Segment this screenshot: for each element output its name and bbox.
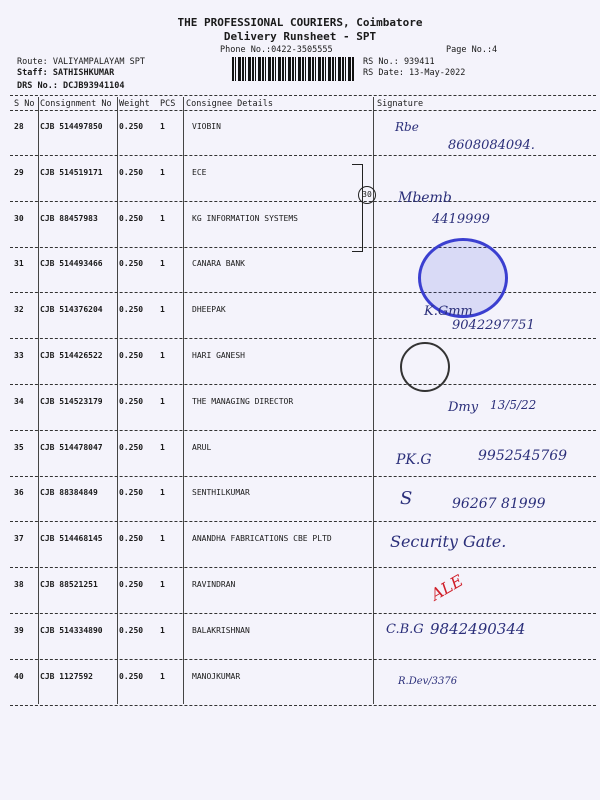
cell-consignee: ECE xyxy=(192,167,207,177)
row-divider xyxy=(10,338,596,339)
rs-number: RS No.: 939411 xyxy=(363,57,435,67)
route: Route: VALIYAMPALAYAM SPT xyxy=(17,57,145,67)
cell-pcs: 1 xyxy=(160,351,165,360)
cell-sno: 28 xyxy=(14,122,24,131)
page-number: Page No.:4 xyxy=(446,45,498,55)
cell-weight: 0.250 xyxy=(119,167,144,177)
cell-consignment: CJB 514523179 xyxy=(40,396,103,406)
cell-consignment: CJB 88457983 xyxy=(40,213,98,223)
cell-pcs: 1 xyxy=(160,442,165,452)
cell-pcs: 1 xyxy=(160,305,165,315)
col-header-sno: S No xyxy=(14,99,35,109)
staff: Staff: SATHISHKUMAR xyxy=(17,68,115,78)
cell-weight: 0.250 xyxy=(119,625,144,635)
cell-sno: 31 xyxy=(14,259,24,269)
cell-sno: 32 xyxy=(14,305,24,315)
rs-date: RS Date: 13-May-2022 xyxy=(363,68,466,78)
cell-consignee: ARUL xyxy=(192,442,212,452)
cell-consignment: CJB 514426522 xyxy=(40,351,103,360)
row-divider xyxy=(10,247,596,248)
handwritten-note: R.Dev/3376 xyxy=(398,676,458,687)
row-divider xyxy=(10,659,596,660)
cell-sno: 29 xyxy=(14,167,24,177)
header-divider xyxy=(10,110,596,111)
cell-pcs: 1 xyxy=(160,671,165,681)
col-header-consignment: Consignment No xyxy=(40,99,112,109)
row-divider xyxy=(10,521,596,522)
cell-weight: 0.250 xyxy=(119,442,144,452)
cell-consignee: DHEEPAK xyxy=(192,305,226,315)
cell-sno: 36 xyxy=(14,488,24,498)
cell-sno: 39 xyxy=(14,625,24,635)
table-top-divider xyxy=(10,95,596,96)
row-divider xyxy=(10,155,596,156)
cell-weight: 0.250 xyxy=(119,259,144,269)
handwritten-date: 13/5/22 xyxy=(490,398,537,412)
signature-scribble: S xyxy=(400,488,413,509)
signature-scribble: K.Gmm xyxy=(424,304,473,319)
cell-consignee: ANANDHA FABRICATIONS CBE PLTD xyxy=(192,534,332,544)
cell-pcs: 1 xyxy=(160,580,165,589)
handwritten-phone: 9952545769 xyxy=(478,448,568,464)
col-header-signature: Signature xyxy=(377,99,424,109)
cell-sno: 30 xyxy=(14,213,24,223)
cell-weight: 0.250 xyxy=(119,396,144,406)
cell-pcs: 1 xyxy=(160,396,165,406)
cell-sno: 33 xyxy=(14,351,24,360)
handwritten-phone: 96267 81999 xyxy=(452,496,546,512)
row-divider xyxy=(10,292,596,293)
cell-consignee: HARI GANESH xyxy=(192,351,245,360)
row-divider xyxy=(10,201,596,202)
cell-consignment: CJB 514519171 xyxy=(40,167,103,177)
row-divider xyxy=(10,567,596,568)
cell-consignee: BALAKRISHNAN xyxy=(192,625,250,635)
row-divider xyxy=(10,613,596,614)
cell-weight: 0.250 xyxy=(119,580,144,589)
cell-pcs: 1 xyxy=(160,259,165,269)
cell-consignee: THE MANAGING DIRECTOR xyxy=(192,396,294,406)
cell-weight: 0.250 xyxy=(119,534,144,544)
handwritten-phone: 9042297751 xyxy=(452,318,535,333)
cell-sno: 37 xyxy=(14,534,24,544)
cell-consignee: MANOJKUMAR xyxy=(192,671,241,681)
cell-consignment: CJB 514493466 xyxy=(40,259,103,269)
signature-scribble: C.B.G xyxy=(386,622,424,637)
row-divider xyxy=(10,384,596,385)
cell-weight: 0.250 xyxy=(119,122,144,131)
cell-consignment: CJB 1127592 xyxy=(40,671,93,681)
barcode xyxy=(232,57,354,81)
signature-scribble: PK.G xyxy=(396,452,432,468)
cell-weight: 0.250 xyxy=(119,351,144,360)
cell-consignment: CJB 88384849 xyxy=(40,488,98,498)
cell-weight: 0.250 xyxy=(119,488,144,498)
cell-sno: 38 xyxy=(14,580,24,589)
signature-scribble: Rbe xyxy=(395,120,419,134)
cell-consignment: CJB 514376204 xyxy=(40,305,103,315)
cell-consignment: CJB 514468145 xyxy=(40,534,103,544)
drs-number: DRS No.: DCJB93941104 xyxy=(17,81,125,91)
cell-pcs: 1 xyxy=(160,167,165,177)
handwritten-note: Security Gate. xyxy=(390,532,507,551)
col-header-consignee: Consignee Details xyxy=(186,99,273,109)
col-header-weight: Weight xyxy=(119,99,150,109)
cell-consignee: RAVINDRAN xyxy=(192,580,236,589)
handwritten-note: ALE xyxy=(427,570,467,605)
company-stamp xyxy=(400,342,450,392)
signature-scribble: Mbemb xyxy=(398,190,452,206)
handwritten-phone: 8608084094. xyxy=(448,138,535,153)
cell-pcs: 1 xyxy=(160,534,165,544)
cell-pcs: 1 xyxy=(160,488,165,498)
cell-weight: 0.250 xyxy=(119,305,144,315)
cell-consignee: KG INFORMATION SYSTEMS xyxy=(192,213,298,223)
cell-pcs: 1 xyxy=(160,625,165,635)
phone-number: Phone No.:0422-3505555 xyxy=(220,45,333,55)
row-divider xyxy=(10,476,596,477)
cell-pcs: 1 xyxy=(160,213,165,223)
cell-consignee: VIOBIN xyxy=(192,122,221,131)
cell-sno: 34 xyxy=(14,396,24,406)
handwritten-phone: 9842490344 xyxy=(430,620,526,638)
handwritten-phone: 4419999 xyxy=(432,212,490,227)
cell-consignee: CANARA BANK xyxy=(192,259,245,269)
cell-consignment: CJB 88521251 xyxy=(40,580,98,589)
bracket-mark xyxy=(352,164,363,252)
col-header-pcs: PCS xyxy=(160,99,176,109)
cell-consignment: CJB 514334890 xyxy=(40,625,103,635)
cell-consignment: CJB 514497850 xyxy=(40,122,103,131)
row-divider xyxy=(10,430,596,431)
cell-pcs: 1 xyxy=(160,122,165,131)
cell-sno: 35 xyxy=(14,442,24,452)
cell-weight: 0.250 xyxy=(119,671,144,681)
cell-weight: 0.250 xyxy=(119,213,144,223)
signature-scribble: Dmy xyxy=(448,400,479,415)
cell-sno: 40 xyxy=(14,671,24,681)
circled-number: 30 xyxy=(358,186,376,204)
cell-consignment: CJB 514478047 xyxy=(40,442,103,452)
row-divider xyxy=(10,705,596,706)
runsheet-title: Delivery Runsheet - SPT xyxy=(223,30,377,43)
cell-consignee: SENTHILKUMAR xyxy=(192,488,250,498)
company-title: THE PROFESSIONAL COURIERS, Coimbatore xyxy=(177,16,423,29)
